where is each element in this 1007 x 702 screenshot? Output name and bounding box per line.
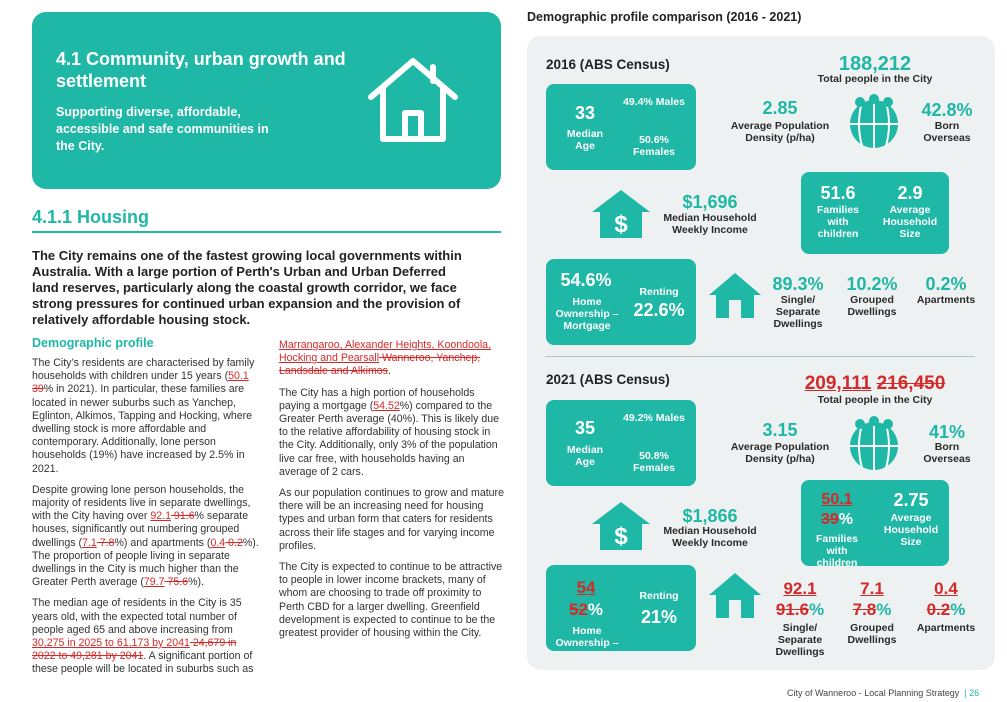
mortgage-label: Home Ownership – [555, 625, 619, 649]
text: Despite growing lone person households, the majority of residents live in separate dwellings, with the City having over [32, 483, 251, 523]
people-group-icon [846, 94, 902, 155]
paragraph [279, 339, 504, 379]
text: % separate houses, significantly out numbering grouped dwellings ( [32, 510, 249, 549]
paragraph: The City is expected to continue to be attractive to people in lower income brackets, many of whom are choosing to trade off proximity to Perth CBD for a larger dwelling. Greenfield development is expected to continue to be the greatest provider of housing within the City. [279, 561, 503, 640]
svg-text:$: $ [614, 211, 628, 238]
inserted-text: 79.7 [143, 576, 165, 589]
svg-text:$: $ [614, 523, 628, 550]
deleted-text: 7.8 [96, 536, 115, 549]
inserted-text: 30,275 in 2025 to 61,173 by 2041 [32, 637, 190, 650]
tenure-card [546, 565, 696, 651]
inserted-text: 92.1 [783, 579, 817, 598]
deleted-text: 0.2 [926, 600, 951, 619]
families-value [807, 490, 867, 530]
median-age-value: 33 [574, 103, 596, 123]
density-value: 2.85 [762, 98, 798, 118]
text: %) compared to the Greater Perth average (40%). This is likely due to the relative affordability of housing stock in the City. Additionally, only 3% of the population live car free, with households having an average of 2 cars. [279, 399, 500, 478]
percent-sign: % [808, 600, 825, 619]
inserted-text: 0.4 [934, 579, 958, 598]
household-size-value: 2.75 [893, 490, 929, 510]
median-age-label: Median Age [566, 128, 604, 152]
dollar-house-icon [590, 188, 652, 245]
income-value: $1,696 [682, 192, 738, 212]
dollar-house-icon [590, 500, 652, 557]
total-people-value: 188,212 [838, 53, 912, 75]
census-divider [545, 356, 975, 357]
deleted-text: 91.6 [775, 600, 809, 619]
born-overseas-value: 41% [928, 422, 966, 442]
percent-sign: % [876, 600, 892, 619]
deleted-text: 216,450 [876, 373, 946, 394]
separate-dwellings-label: Single/ Separate Dwellings [773, 294, 823, 330]
text: % in 2021). In particular, these families are located in newer suburbs such as Yanchep, Eglinton, Alkimos, Tapping and Hocking, where dwelling stock is more affordable and contemporary. Additionally, lone person households (19%) have increased by 2.5% in 2021. [32, 383, 253, 475]
separate-dwellings-value: 89.3% [772, 274, 824, 294]
text: . A significant portion of these people will be located in suburbs such as [32, 650, 254, 676]
apartments-value [914, 578, 978, 620]
deleted-text: Wanneroo, Yanchep, Landsdale and Alkimos [279, 352, 481, 378]
females-stat: 50.8% Females [632, 450, 676, 474]
grouped-dwellings-label: Grouped Dwellings [847, 622, 897, 646]
heading-divider [32, 231, 501, 233]
house-outline-icon [706, 270, 764, 325]
median-age-label: Median Age [566, 444, 604, 468]
household-size-value: 2.9 [897, 183, 923, 203]
text: %). The proportion of people living in separate dwellings in the City is much higher than the Greater Perth average ( [32, 536, 259, 589]
deleted-text: 52 [568, 600, 588, 619]
mortgage-value: 54.6% [560, 270, 612, 290]
page-footer [787, 688, 979, 698]
apartments-label: Apartments [916, 622, 976, 634]
inserted-text: 92.1 [150, 510, 171, 523]
total-people-value [780, 373, 970, 395]
lead-paragraph: The City remains one of the fastest growing local governments within Australia. With a large portion of Perth's Urban and Urban Deferred land reserves, particularly along the coastal growth corridor, we face strong pressures for continued urban expansion and the provision of relatively affordable housing stock. [32, 248, 462, 327]
grouped-dwellings-value: 10.2% [846, 274, 898, 294]
mortgage-value [550, 577, 622, 621]
text-column-1 [32, 357, 262, 685]
percent-sign: % [950, 600, 966, 619]
deleted-text: 7.8 [852, 600, 877, 619]
deleted-text: 39 [820, 511, 839, 528]
subheading: Demographic profile [32, 336, 154, 350]
section-heading: 4.1.1 Housing [32, 207, 150, 227]
census-2016-heading: 2016 (ABS Census) [546, 57, 670, 72]
page-title: 4.1 Community, urban growth and settlement [56, 49, 346, 91]
inserted-text: 7.1 [82, 536, 97, 549]
males-stat: 49.4% Males [623, 96, 685, 108]
born-overseas-label: Born Overseas [923, 120, 971, 144]
total-people-label: Total people in the City [817, 394, 933, 406]
density-label: Average Population Density (p/ha) [730, 441, 830, 465]
born-overseas-label: Born Overseas [923, 441, 971, 465]
renting-value: 22.6% [633, 300, 685, 320]
renting-value: 21% [640, 607, 678, 627]
born-overseas-value: 42.8% [921, 100, 973, 120]
panel-title: Demographic profile comparison (2016 - 2021) [527, 10, 802, 24]
text: The City has a high portion of households paying a mortgage ( [279, 386, 475, 412]
text: The City’s residents are characterised by family households with children under 15 years ( [32, 357, 255, 383]
text: The median age of residents in the City is 35 years old, with the expected total number of people aged 65 and above increasing from [32, 597, 242, 636]
text: %) and apartments ( [114, 536, 211, 549]
house-outline-icon [706, 570, 764, 625]
density-value: 3.15 [762, 420, 798, 440]
deleted-text: 91.6 [170, 510, 195, 523]
household-card [801, 480, 949, 566]
renting-label: Renting [639, 286, 679, 298]
males-stat: 49.2% Males [623, 412, 685, 424]
females-stat: 50.6% Females [632, 134, 676, 158]
paragraph: As our population continues to grow and mature there will be an increasing need for housing types and urban form that caters for residents across their life stages and for varying income profiles. [279, 487, 504, 552]
apartments-value: 0.2% [925, 274, 967, 294]
income-label: Median Household Weekly Income [663, 525, 757, 549]
deleted-text: 75.6 [164, 576, 189, 589]
paragraph [279, 387, 504, 479]
income-value: $1,866 [682, 506, 738, 526]
inserted-text: 7.1 [860, 579, 884, 598]
people-group-icon [846, 416, 902, 477]
families-label: Families with children [816, 204, 860, 240]
text: . [387, 365, 391, 378]
inserted-text: 209,111 [804, 373, 872, 394]
families-label: Families with children [815, 533, 859, 566]
text-column-2 [279, 339, 504, 648]
percent-sign: % [838, 511, 854, 528]
apartments-label: Apartments [916, 294, 976, 306]
grouped-dwellings-label: Grouped Dwellings [847, 294, 897, 318]
deleted-text: 0.2 [225, 536, 243, 549]
footer-separator: | [964, 688, 967, 698]
percent-sign: % [587, 600, 604, 619]
footer-text: City of Wanneroo - Local Planning Strategy [787, 688, 960, 698]
density-label: Average Population Density (p/ha) [730, 120, 830, 144]
paragraph [32, 357, 262, 476]
page-number: 26 [969, 688, 980, 698]
median-age-value: 35 [574, 418, 596, 438]
paragraph [32, 484, 262, 590]
census-2021-heading: 2021 (ABS Census) [546, 372, 670, 387]
mortgage-label: Home Ownership – Mortgage [555, 296, 619, 332]
inserted-text: 54.52 [373, 399, 400, 412]
household-size-label: Average Household Size [882, 204, 938, 240]
deleted-text: 39 [32, 383, 44, 396]
separate-dwellings-label: Single/ Separate Dwellings [775, 622, 825, 658]
total-people-label: Total people in the City [817, 73, 933, 85]
inserted-text: 54 [576, 578, 596, 597]
banner-subtitle: Supporting diverse, affordable, accessible and safe communities in the City. [56, 105, 269, 153]
inserted-text: Marrangaroo, Alexander Heights, Koondoola, Hocking and Pearsall [279, 339, 492, 365]
deleted-text: 24,679 in 2022 to 49,281 by 2041 [32, 637, 237, 663]
renting-label: Renting [639, 590, 679, 602]
inserted-text: 50.1 [228, 370, 249, 383]
families-value: 51.6 [820, 183, 856, 203]
separate-dwellings-value [768, 578, 832, 620]
income-label: Median Household Weekly Income [663, 212, 757, 236]
grouped-dwellings-value [842, 578, 902, 620]
inserted-text: 0.4 [210, 536, 226, 549]
paragraph [32, 597, 262, 676]
household-size-label: Average Household Size [883, 512, 939, 548]
inserted-text: 50.1 [821, 491, 853, 508]
house-icon [365, 55, 461, 150]
text: %). [188, 576, 204, 589]
